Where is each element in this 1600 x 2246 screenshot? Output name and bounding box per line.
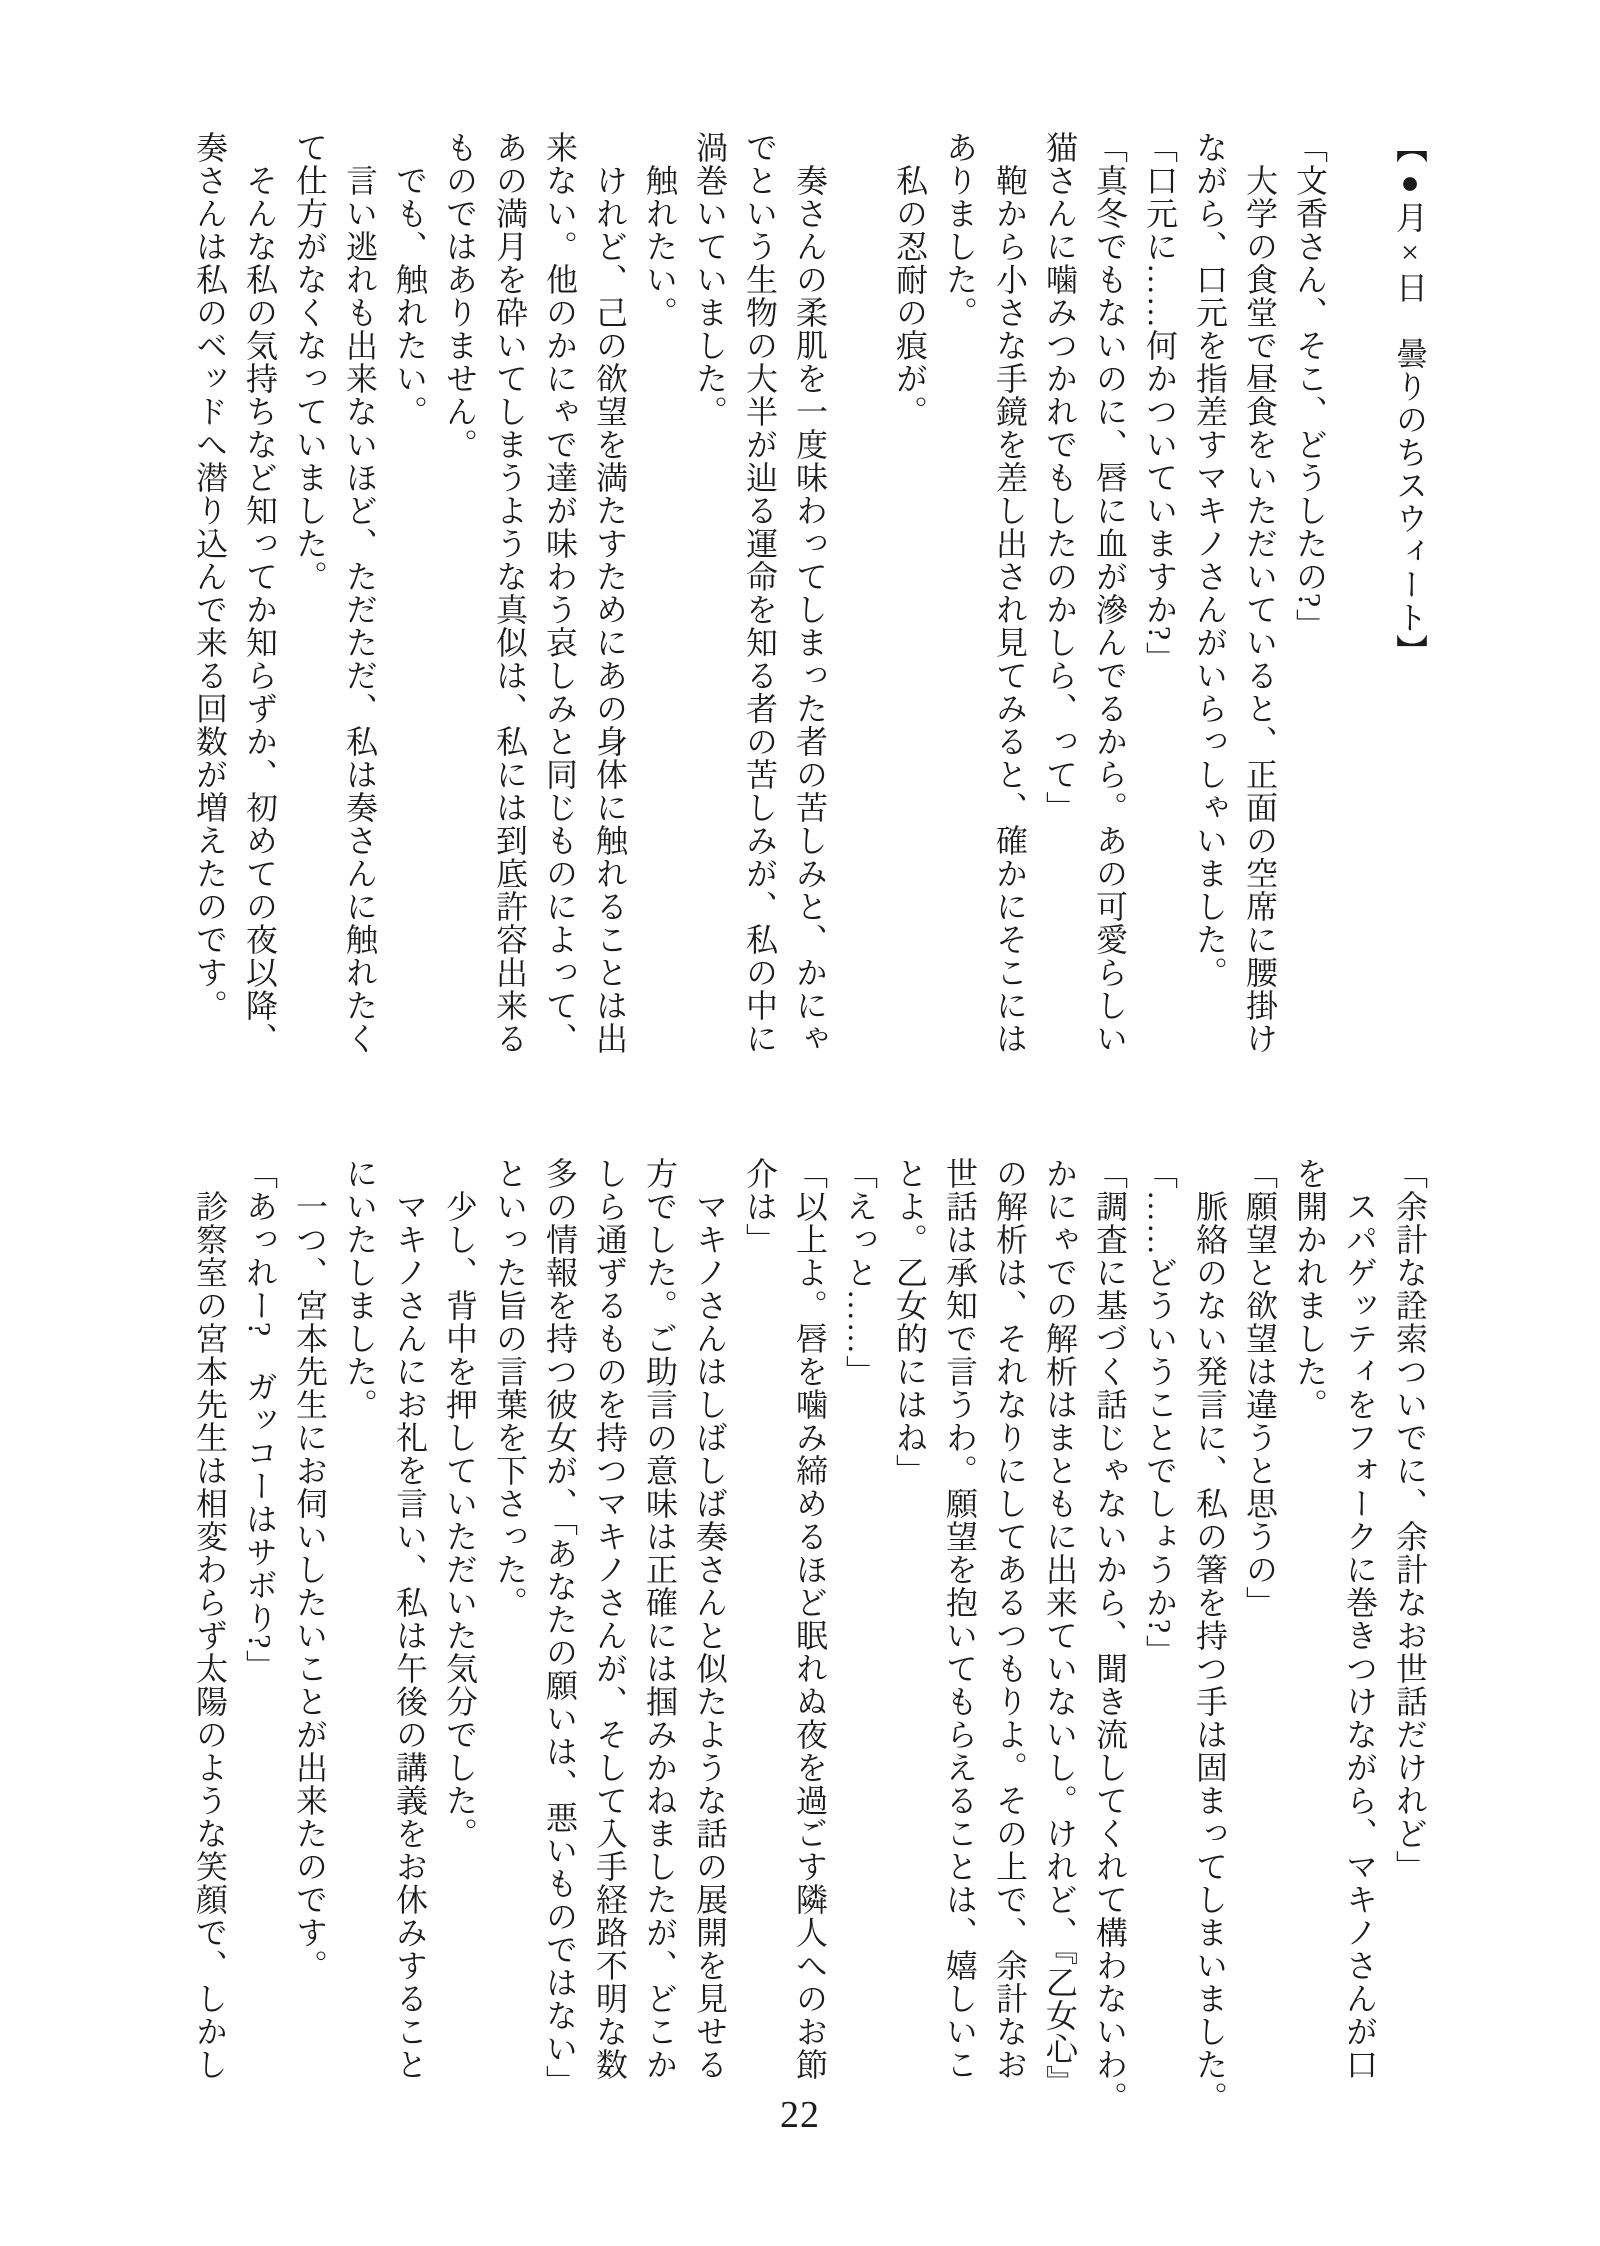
text-line: しら通ずるものを持つマキノさんが、そして入手経路不明な数 [592, 1157, 628, 2081]
text-line: 触れたい。 [642, 131, 678, 329]
text-line: かにゃでの解析はまともに出来ていないし。けれど、『乙女心』 [1042, 1157, 1078, 2098]
text-line: あの満月を砕いてしまうような真似は、私には到底許容出来る [492, 131, 528, 1055]
text-line: そんな私の気持ちなど知ってか知らずか、初めての夜以降、 [242, 131, 278, 1055]
text-line: 私の忍耐の痕が。 [892, 131, 928, 428]
bottom-text-block [185, 1157, 1435, 2114]
text-line: 「あっれー? ガッコーはサボり?」 [242, 1157, 278, 1683]
text-line: 来ない。他のかにゃで達が味わう哀しみと同じものによって、 [542, 131, 578, 1055]
text-line: 鞄から小さな手鏡を差し出され見てみると、確かにそこには [992, 131, 1028, 1055]
text-line: 「……どういうことでしょうか?」 [1142, 1157, 1178, 1668]
text-line: けれど、己の欲望を満たすためにあの身体に触れることは出 [592, 131, 628, 1055]
text-line: 大学の食堂で昼食をいただいていると、正面の空席に腰掛け [1242, 131, 1278, 1055]
text-line: マキノさんにお礼を言い、私は午後の講義をお休みすること [392, 1157, 428, 2081]
text-line: 「口元に……何かついていますか?」 [1142, 131, 1178, 675]
text-line: 奏さんは私のベッドへ潜り込んで来る回数が増えたのです。 [192, 131, 228, 1022]
text-line: 猫さんに噛みつかれでもしたのかしら、って」 [1042, 131, 1078, 824]
text-line: 一つ、宮本先生にお伺いしたいことが出来たのです。 [292, 1157, 328, 1982]
text-line: 言い逃れも出来ないほど、ただただ、私は奏さんに触れたく [342, 131, 378, 1055]
text-line: ものではありません。 [442, 131, 478, 461]
text-line: でも、触れたい。 [392, 131, 428, 428]
text-line [1335, 131, 1385, 1076]
text-line: 世話は承知で言うわ。願望を抱いてもらえることは、嬉しいこ [942, 1157, 978, 2081]
text-line: ありました。 [942, 131, 978, 329]
top-text-block [185, 131, 1435, 1076]
text-line: 【●月×日 曇りのちスウィート】 [1392, 131, 1428, 667]
text-line: の解析は、それなりにしてあるつもりよ。その上で、余計なお [992, 1157, 1028, 2081]
text-line: 「以上よ。唇を噛み締めるほど眠れぬ夜を過ごす隣人へのお節 [792, 1157, 828, 2081]
text-line: 渦巻いていました。 [692, 131, 728, 428]
text-line: 脈絡のない発言に、私の箸を持つ手は固まってしまいました。 [1192, 1157, 1228, 2114]
text-line: を開かれました。 [1292, 1157, 1328, 1421]
text-line: 「えっと……」 [842, 1157, 878, 1388]
text-line: 多の情報を持つ彼女が、「あなたの願いは、悪いものではない」 [542, 1157, 578, 2098]
text-line: 「願望と欲望は違うと思うの」 [1242, 1157, 1278, 1619]
text-line: 介は」 [742, 1157, 778, 1256]
text-line: 奏さんの柔肌を一度味わってしまった者の苦しみと、かにゃ [792, 131, 828, 1055]
page-number: 22 [780, 2094, 820, 2136]
text-line: 「真冬でもないのに、唇に血が滲んでるから。あの可愛らしい [1092, 131, 1128, 1055]
text-line: 「余計な詮索ついでに、余計なお世話だけれど」 [1392, 1157, 1428, 1883]
text-line: 診察室の宮本先生は相変わらず太陽のような笑顔で、しかし [192, 1157, 228, 2081]
text-line: ながら、口元を指差すマキノさんがいらっしゃいました。 [1192, 131, 1228, 989]
text-line: でという生物の大半が辿る運命を知る者の苦しみが、私の中に [742, 131, 778, 1055]
text-line: スパゲッティをフォークに巻きつけながら、マキノさんが口 [1342, 1157, 1378, 2081]
text-line: 方でした。ご助言の意味は正確には掴みかねましたが、どこか [642, 1157, 678, 2081]
text-line: 「調査に基づく話じゃないから、聞き流してくれて構わないわ。 [1092, 1157, 1128, 2114]
text-line: て仕方がなくなっていました。 [292, 131, 328, 593]
text-line: とよ。乙女的にはね」 [892, 1157, 928, 1487]
text-line: 「文香さん、そこ、どうしたの?」 [1292, 131, 1328, 642]
text-line: にいたしました。 [342, 1157, 378, 1421]
text-line: といった旨の言葉を下さった。 [492, 1157, 528, 1619]
text-line: マキノさんはしばしば奏さんと似たような話の展開を見せる [692, 1157, 728, 2081]
text-line [835, 131, 885, 1076]
text-line: 少し、背中を押していただいた気分でした。 [442, 1157, 478, 1850]
